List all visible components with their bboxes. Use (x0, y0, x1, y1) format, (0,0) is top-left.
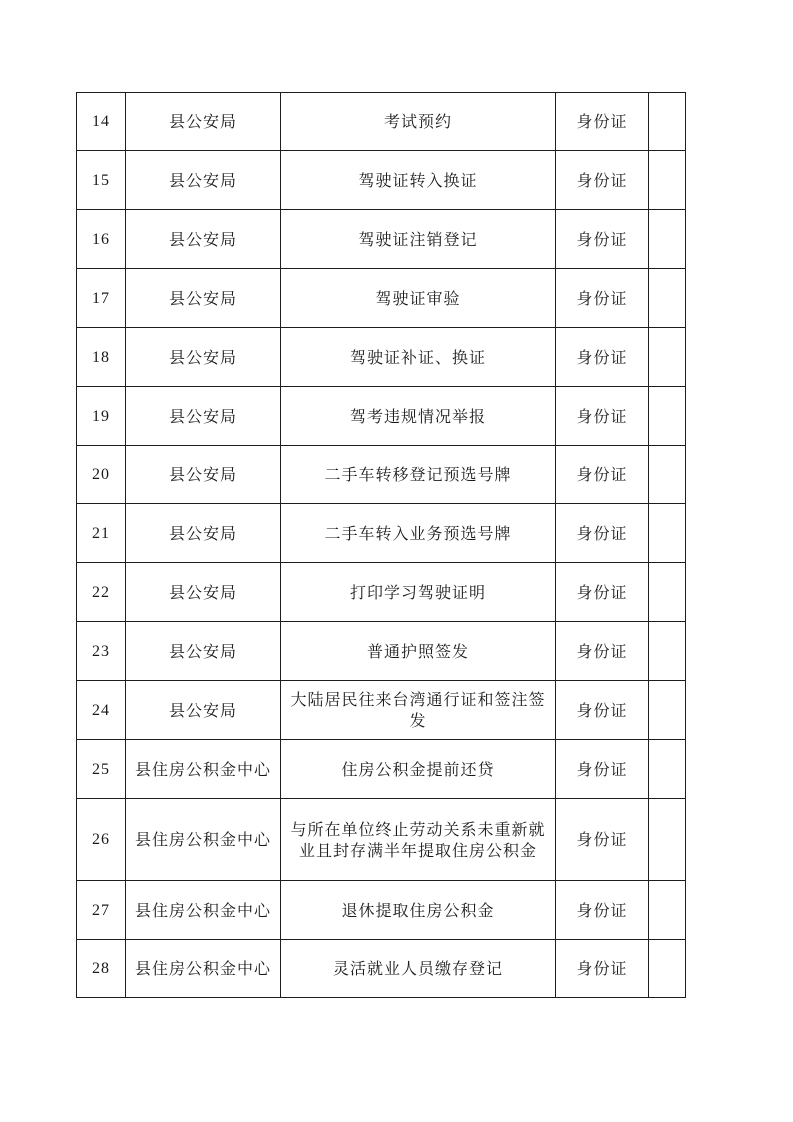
document-cell: 身份证 (556, 446, 649, 504)
note-cell (649, 681, 686, 740)
row-number: 26 (77, 799, 126, 881)
service-item-cell: 退休提取住房公积金 (281, 881, 556, 940)
note-cell (649, 940, 686, 998)
table-row (77, 622, 686, 681)
service-item-cell: 驾驶证补证、换证 (281, 328, 556, 387)
document-cell: 身份证 (556, 151, 649, 210)
note-cell (649, 446, 686, 504)
table-row (77, 328, 686, 387)
row-number: 27 (77, 881, 126, 940)
row-number: 21 (77, 504, 126, 563)
department-cell: 县公安局 (126, 210, 281, 269)
row-number: 18 (77, 328, 126, 387)
document-cell: 身份证 (556, 328, 649, 387)
document-cell: 身份证 (556, 681, 649, 740)
note-cell (649, 622, 686, 681)
department-cell: 县住房公积金中心 (126, 940, 281, 998)
table-row (77, 446, 686, 504)
table-row (77, 740, 686, 799)
table-row (77, 681, 686, 740)
service-item-cell: 灵活就业人员缴存登记 (281, 940, 556, 998)
document-cell: 身份证 (556, 563, 649, 622)
service-item-cell: 与所在单位终止劳动关系未重新就业且封存满半年提取住房公积金 (281, 799, 556, 881)
department-cell: 县住房公积金中心 (126, 799, 281, 881)
document-cell: 身份证 (556, 210, 649, 269)
note-cell (649, 387, 686, 446)
department-cell: 县公安局 (126, 681, 281, 740)
table-row (77, 210, 686, 269)
note-cell (649, 151, 686, 210)
document-cell: 身份证 (556, 93, 649, 151)
note-cell (649, 881, 686, 940)
department-cell: 县公安局 (126, 328, 281, 387)
service-item-cell: 二手车转入业务预选号牌 (281, 504, 556, 563)
department-cell: 县公安局 (126, 563, 281, 622)
row-number: 23 (77, 622, 126, 681)
document-cell: 身份证 (556, 387, 649, 446)
note-cell (649, 504, 686, 563)
table-row (77, 93, 686, 151)
service-item-cell: 大陆居民往来台湾通行证和签注签发 (281, 681, 556, 740)
table-row (77, 269, 686, 328)
service-table (76, 92, 686, 998)
department-cell: 县公安局 (126, 151, 281, 210)
service-item-cell: 打印学习驾驶证明 (281, 563, 556, 622)
row-number: 25 (77, 740, 126, 799)
table-row (77, 504, 686, 563)
table-row (77, 387, 686, 446)
department-cell: 县住房公积金中心 (126, 740, 281, 799)
row-number: 22 (77, 563, 126, 622)
row-number: 17 (77, 269, 126, 328)
table-row (77, 799, 686, 881)
department-cell: 县公安局 (126, 504, 281, 563)
row-number: 28 (77, 940, 126, 998)
table-row (77, 563, 686, 622)
row-number: 15 (77, 151, 126, 210)
department-cell: 县公安局 (126, 622, 281, 681)
document-cell: 身份证 (556, 940, 649, 998)
note-cell (649, 563, 686, 622)
note-cell (649, 269, 686, 328)
table-row (77, 151, 686, 210)
service-item-cell: 驾驶证转入换证 (281, 151, 556, 210)
department-cell: 县公安局 (126, 446, 281, 504)
service-item-cell: 普通护照签发 (281, 622, 556, 681)
row-number: 24 (77, 681, 126, 740)
department-cell: 县公安局 (126, 93, 281, 151)
table-row (77, 940, 686, 998)
row-number: 16 (77, 210, 126, 269)
note-cell (649, 328, 686, 387)
document-cell: 身份证 (556, 269, 649, 328)
note-cell (649, 740, 686, 799)
document-cell: 身份证 (556, 799, 649, 881)
row-number: 19 (77, 387, 126, 446)
note-cell (649, 210, 686, 269)
department-cell: 县住房公积金中心 (126, 881, 281, 940)
row-number: 14 (77, 93, 126, 151)
document-cell: 身份证 (556, 881, 649, 940)
note-cell (649, 93, 686, 151)
service-item-cell: 驾考违规情况举报 (281, 387, 556, 446)
service-item-cell: 二手车转移登记预选号牌 (281, 446, 556, 504)
service-item-cell: 住房公积金提前还贷 (281, 740, 556, 799)
department-cell: 县公安局 (126, 387, 281, 446)
service-item-cell: 驾驶证注销登记 (281, 210, 556, 269)
document-cell: 身份证 (556, 622, 649, 681)
table-row (77, 881, 686, 940)
document-cell: 身份证 (556, 740, 649, 799)
service-item-cell: 驾驶证审验 (281, 269, 556, 328)
department-cell: 县公安局 (126, 269, 281, 328)
service-item-cell: 考试预约 (281, 93, 556, 151)
row-number: 20 (77, 446, 126, 504)
document-cell: 身份证 (556, 504, 649, 563)
note-cell (649, 799, 686, 881)
